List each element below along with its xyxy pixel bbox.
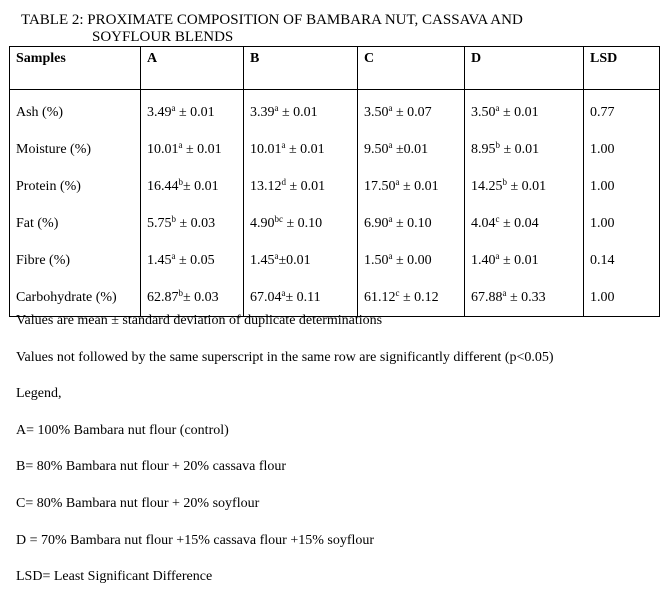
cell-mean: 1.50 <box>364 252 389 268</box>
cell-superscript: d <box>281 176 286 187</box>
table-cell <box>465 131 584 168</box>
cell-deviation: ± 0.01 <box>499 104 539 120</box>
table-cell <box>244 242 358 279</box>
cell-superscript: a <box>395 176 400 187</box>
table-title-line-2: SOYFLOUR BLENDS <box>92 29 234 45</box>
cell-mean: 4.04 <box>471 215 496 231</box>
lsd-value: 1.00 <box>584 205 660 242</box>
table-header-row <box>10 47 660 90</box>
cell-superscript: a <box>274 102 279 113</box>
cell-mean: 1.45 <box>147 252 172 268</box>
cell-mean: 8.95 <box>471 141 496 157</box>
lsd-value: 0.14 <box>584 242 660 279</box>
table-cell <box>141 90 244 132</box>
cell-superscript: b <box>495 139 500 150</box>
note-line: Values not followed by the same superscript in the same row are significantly different (p<0.05) <box>16 349 554 365</box>
cell-mean: 62.87 <box>147 289 179 305</box>
cell-superscript: a <box>178 139 183 150</box>
table-row <box>10 242 660 279</box>
table-cell <box>358 168 465 205</box>
table-cell <box>244 90 358 132</box>
note-line: A= 100% Bambara nut flour (control) <box>16 422 229 438</box>
table-row <box>10 168 660 205</box>
table-cell <box>244 131 358 168</box>
note-line: C= 80% Bambara nut flour + 20% soyflour <box>16 495 260 511</box>
table-body <box>10 90 660 317</box>
table-cell <box>141 168 244 205</box>
cell-superscript: b <box>178 176 183 187</box>
table-cell <box>465 168 584 205</box>
cell-mean: 3.50 <box>471 104 496 120</box>
table-cell <box>358 131 465 168</box>
header-c: C <box>358 47 465 90</box>
cell-deviation: ± 0.01 <box>285 141 325 157</box>
table-notes <box>16 312 666 605</box>
cell-mean: 1.45 <box>250 252 275 268</box>
cell-mean: 13.12 <box>250 178 282 194</box>
cell-deviation: ± 0.11 <box>285 289 321 305</box>
cell-deviation: ± 0.00 <box>392 252 432 268</box>
cell-mean: 67.04 <box>250 289 282 305</box>
cell-deviation: ± 0.05 <box>175 252 215 268</box>
cell-deviation: ± 0.01 <box>182 141 222 157</box>
cell-deviation: ± 0.01 <box>507 178 547 194</box>
cell-mean: 17.50 <box>364 178 396 194</box>
cell-mean: 4.90 <box>250 215 275 231</box>
cell-superscript: a <box>388 102 393 113</box>
cell-deviation: ± 0.01 <box>500 141 540 157</box>
cell-mean: 3.50 <box>364 104 389 120</box>
cell-mean: 1.40 <box>471 252 496 268</box>
cell-deviation: ± 0.07 <box>392 104 432 120</box>
proximate-composition-table <box>9 46 660 317</box>
table-cell <box>141 131 244 168</box>
table-row <box>10 90 660 132</box>
cell-superscript: a <box>388 139 393 150</box>
cell-superscript: b <box>502 176 507 187</box>
row-label: Protein (%) <box>10 168 141 205</box>
cell-superscript: b <box>171 213 176 224</box>
cell-deviation: ± 0.01 <box>399 178 439 194</box>
cell-deviation: ± 0.12 <box>399 289 439 305</box>
row-label: Moisture (%) <box>10 131 141 168</box>
table-cell <box>465 90 584 132</box>
header-b: B <box>244 47 358 90</box>
cell-mean: 16.44 <box>147 178 179 194</box>
cell-deviation: ± 0.33 <box>506 289 546 305</box>
cell-deviation: ± 0.01 <box>278 104 318 120</box>
cell-mean: 10.01 <box>250 141 282 157</box>
header-d: D <box>465 47 584 90</box>
cell-deviation: ± 0.01 <box>183 178 219 194</box>
table-cell <box>244 279 358 317</box>
table-row <box>10 131 660 168</box>
cell-superscript: bc <box>274 213 283 224</box>
cell-superscript: a <box>388 250 393 261</box>
cell-mean: 9.50 <box>364 141 389 157</box>
cell-deviation: ± 0.03 <box>183 289 219 305</box>
cell-superscript: a <box>171 102 176 113</box>
cell-superscript: c <box>395 287 400 298</box>
table-cell <box>244 168 358 205</box>
lsd-value: 1.00 <box>584 279 660 317</box>
cell-deviation: ± 0.10 <box>283 215 323 231</box>
table-title-line-1: TABLE 2: PROXIMATE COMPOSITION OF BAMBARA NUT, CASSAVA AND <box>21 12 523 28</box>
cell-deviation: ±0.01 <box>392 141 429 157</box>
note-line: LSD= Least Significant Difference <box>16 569 213 585</box>
lsd-value: 1.00 <box>584 168 660 205</box>
table-cell <box>141 205 244 242</box>
cell-superscript: a <box>495 102 500 113</box>
row-label: Fibre (%) <box>10 242 141 279</box>
row-label: Ash (%) <box>10 90 141 132</box>
cell-mean: 3.49 <box>147 104 172 120</box>
table-cell <box>465 279 584 317</box>
note-line: Values are mean ± standard deviation of duplicate determinations <box>16 313 383 328</box>
cell-mean: 14.25 <box>471 178 503 194</box>
cell-superscript: b <box>178 287 183 298</box>
row-label: Fat (%) <box>10 205 141 242</box>
cell-superscript: c <box>495 213 500 224</box>
cell-superscript: a <box>495 250 500 261</box>
cell-deviation: ±0.01 <box>278 252 311 268</box>
cell-mean: 5.75 <box>147 215 172 231</box>
table-row <box>10 279 660 317</box>
cell-superscript: a <box>502 287 507 298</box>
legend-heading: Legend, <box>16 386 62 402</box>
cell-mean: 3.39 <box>250 104 275 120</box>
cell-superscript: a <box>274 250 279 261</box>
cell-deviation: ± 0.01 <box>175 104 215 120</box>
cell-superscript: a <box>281 139 286 150</box>
cell-superscript: a <box>171 250 176 261</box>
lsd-value: 0.77 <box>584 90 660 132</box>
table-cell <box>358 242 465 279</box>
header-samples: Samples <box>10 47 141 90</box>
cell-mean: 61.12 <box>364 289 396 305</box>
table-cell <box>465 242 584 279</box>
cell-deviation: ± 0.01 <box>286 178 326 194</box>
cell-deviation: ± 0.01 <box>499 252 539 268</box>
table-cell <box>358 279 465 317</box>
table-title <box>21 12 661 46</box>
header-lsd: LSD <box>584 47 660 90</box>
header-a: A <box>141 47 244 90</box>
table-cell <box>244 205 358 242</box>
cell-mean: 10.01 <box>147 141 179 157</box>
row-label: Carbohydrate (%) <box>10 279 141 317</box>
table-cell <box>141 242 244 279</box>
cell-mean: 67.88 <box>471 289 503 305</box>
table-cell <box>358 90 465 132</box>
cell-deviation: ± 0.03 <box>176 215 216 231</box>
table-row <box>10 205 660 242</box>
lsd-value: 1.00 <box>584 131 660 168</box>
cell-deviation: ± 0.04 <box>499 215 539 231</box>
cell-deviation: ± 0.10 <box>392 215 432 231</box>
cell-superscript: a <box>388 213 393 224</box>
table-cell <box>358 205 465 242</box>
table-cell <box>465 205 584 242</box>
cell-mean: 6.90 <box>364 215 389 231</box>
note-line: D = 70% Bambara nut flour +15% cassava flour +15% soyflour <box>16 532 375 548</box>
cell-superscript: a <box>281 287 286 298</box>
note-line: B= 80% Bambara nut flour + 20% cassava flour <box>16 459 287 475</box>
table-cell <box>141 279 244 317</box>
